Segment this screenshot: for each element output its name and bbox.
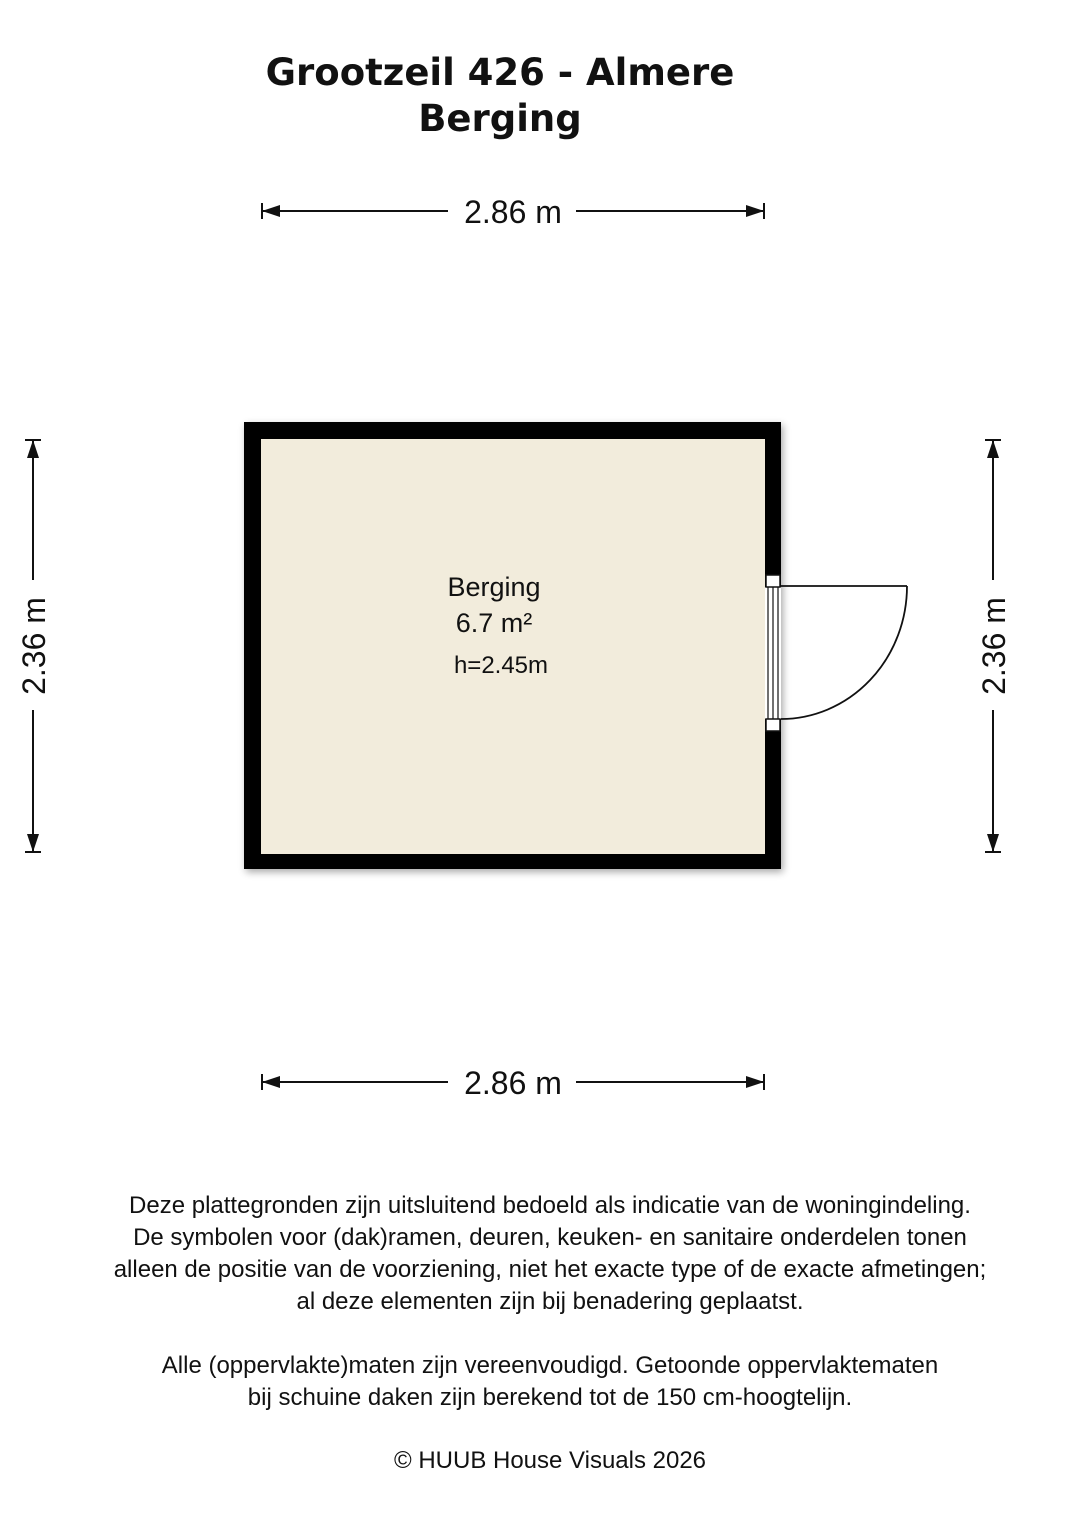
right-height-label: 2.36 m <box>976 597 1012 695</box>
disclaimer-line: Deze plattegronden zijn uitsluitend bedoeld als indicatie van de woningindeling. <box>129 1192 971 1219</box>
disclaimer-line: al deze elementen zijn bij benadering geplaatst. <box>296 1288 804 1315</box>
bottom-width-label: 2.86 m <box>464 1065 562 1101</box>
area-note-line: Alle (oppervlakte)maten zijn vereenvoudigd. Getoonde oppervlaktematen <box>161 1352 939 1379</box>
bottom-dimension <box>262 1065 764 1101</box>
room-walls <box>244 422 781 869</box>
left-height-label: 2.36 m <box>16 597 52 695</box>
area-note-block <box>0 1350 1080 1414</box>
plan-title: Grootzeil 426 - Almere <box>265 51 735 94</box>
room-area: 6.7 m² <box>455 608 533 638</box>
room-name: Berging <box>447 572 541 602</box>
left-dimension <box>16 440 52 852</box>
plan-subtitle: Berging <box>418 97 582 140</box>
disclaimer-block <box>0 1190 1080 1318</box>
door-swing-arc <box>781 586 907 719</box>
copyright: © HUUB House Visuals 2026 <box>393 1447 707 1474</box>
right-dimension <box>976 440 1012 852</box>
disclaimer-line: alleen de positie van de voorziening, niet het exacte type of de exacte afmetingen; <box>113 1256 987 1283</box>
door <box>765 575 907 731</box>
area-note-line: bij schuine daken zijn berekend tot de 150 cm-hoogtelijn. <box>247 1384 853 1411</box>
top-width-label: 2.86 m <box>464 194 562 230</box>
room-height: h=2.45m <box>453 652 549 679</box>
top-dimension <box>262 194 764 230</box>
room-floor <box>261 439 765 854</box>
disclaimer-line: De symbolen voor (dak)ramen, deuren, keuken- en sanitaire onderdelen tonen <box>133 1224 967 1251</box>
